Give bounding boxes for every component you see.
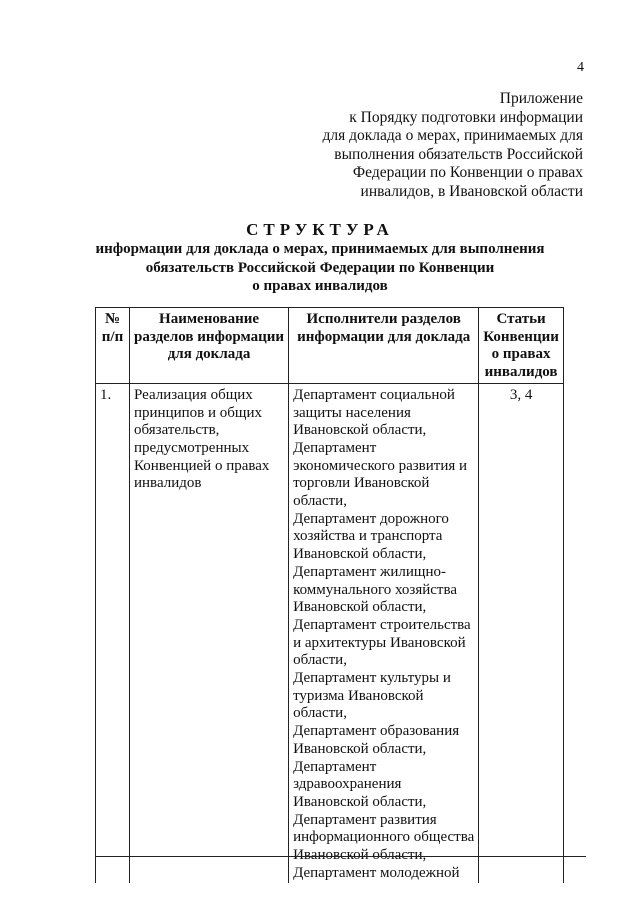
structure-table [95,307,564,883]
table-row [96,383,564,882]
appendix-line: Федерации по Конвенции о правах [352,164,583,181]
cell-name [130,383,289,882]
document-title [90,220,550,296]
page-number: 4 [577,60,584,75]
title-subtitle-line: информации для доклада о мерах, принимаемых для выполнения [95,241,545,257]
executor-line: Ивановской области, [293,546,427,563]
header-line: разделов информации [134,328,285,345]
executor-line: Ивановской области, [293,599,427,616]
appendix-line: Приложение [499,90,583,107]
appendix-line: для доклада о мерах, принимаемых для [322,127,583,144]
title-subtitle-line: обязательств Российской Федерации по Конвенции [145,259,495,276]
executor-line: Ивановской области, [293,740,427,757]
header-line: п/п [101,328,124,345]
name-line: инвалидов [134,475,202,492]
cell-num: 1. [96,383,130,882]
header-line: Наименование [159,311,260,327]
header-articles [479,308,564,384]
executor-line: области, [293,652,347,669]
executor-line: хозяйства и транспорта [293,528,443,545]
appendix-line: выполнения обязательств Российской [334,145,583,163]
header-line: инвалидов [484,364,558,381]
name-line: принципов и общих [134,404,262,421]
executor-line: Департамент развития [293,811,437,828]
executor-line: здравоохранения [293,776,402,793]
executor-line: Ивановской области, [293,847,427,864]
cell-executors [289,383,479,882]
executor-line: экономического развития и [293,457,468,474]
name-line: Реализация общих [134,386,253,403]
executor-line: области, [293,705,347,722]
header-line: Конвенции [483,328,559,345]
executor-line: Департамент социальной [293,386,455,403]
appendix-note [323,90,583,201]
executor-line: Ивановской области, [293,793,427,810]
executor-line: защиты населения [293,404,411,421]
executor-line: Департамент образования [293,723,460,740]
header-line: о правах [491,346,551,363]
header-line: Исполнители разделов [306,311,461,327]
header-line: № [104,311,121,327]
executor-line: туризма Ивановской [293,687,424,704]
executor-line: области, [293,493,347,510]
header-line: для доклада [167,346,251,363]
executor-line: Департамент дорожного [293,510,449,527]
header-name [130,308,289,384]
executor-line: и архитектуры Ивановской [293,634,466,651]
cell-articles: 3, 4 [479,383,564,882]
executor-line: коммунального хозяйства [293,581,458,598]
executor-line: информационного общества [293,829,475,846]
executor-line: Департамент молодежной [293,864,460,881]
table-bottom-rule [95,856,586,857]
header-line: Статьи [496,311,546,327]
executor-line: Департамент строительства [293,616,471,633]
header-num [96,308,130,384]
executor-line: Департамент [293,439,377,456]
header-line: информации для доклада [297,328,471,345]
name-line: обязательств, [134,422,220,439]
header-executors [289,308,479,384]
name-line: предусмотренных [134,439,250,456]
title-subtitle-line: о правах инвалидов [252,278,388,294]
executor-line: Департамент культуры и [293,670,451,687]
executor-line: Департамент жилищно- [293,563,446,580]
appendix-line: инвалидов, в Ивановской области [360,182,583,200]
executor-line: Ивановской области, [293,422,427,439]
table-header-row [96,308,564,384]
appendix-line: к Порядку подготовки информации [349,108,583,126]
title-heading: СТРУКТУРА [246,220,394,239]
executor-line: торговли Ивановской [293,475,430,492]
executor-line: Департамент [293,758,377,775]
name-line: Конвенцией о правах [134,457,270,474]
